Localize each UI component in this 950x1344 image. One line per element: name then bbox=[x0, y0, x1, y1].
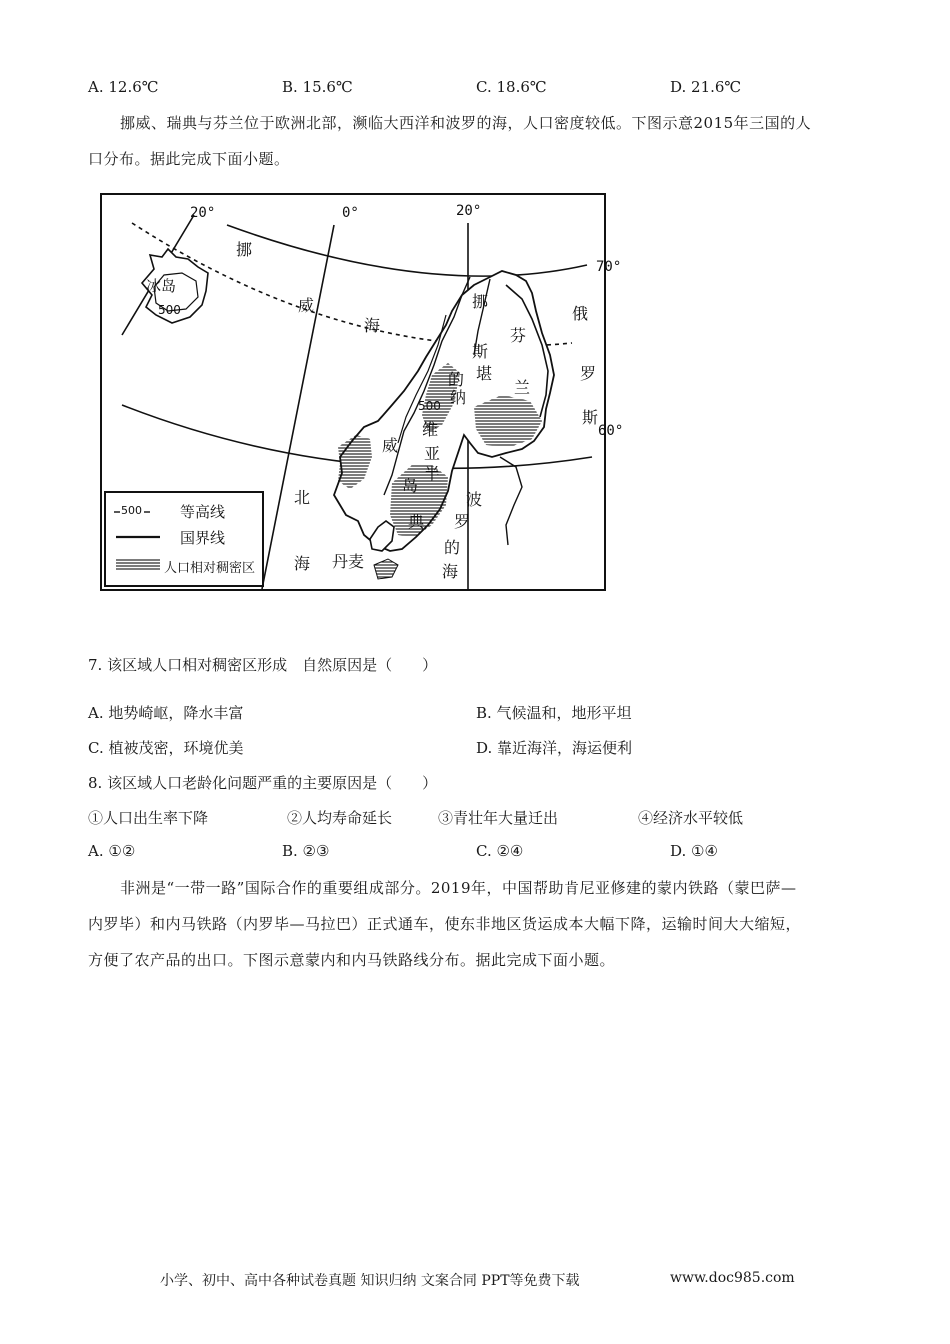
legend-border: 国界线 bbox=[180, 529, 226, 547]
q7-option-b: B. 气候温和，地形平坦 bbox=[476, 704, 632, 722]
q8-item-4: ④经济水平较低 bbox=[638, 809, 744, 827]
q8-option-d: D. ①④ bbox=[670, 842, 718, 860]
dense-area-denmark bbox=[374, 559, 398, 579]
label-baltic-2: 罗 bbox=[454, 512, 471, 531]
label-denmark: 丹麦 bbox=[332, 552, 365, 571]
q8-stem: 8. 该区域人口老龄化问题严重的主要原因是（ ） bbox=[88, 774, 438, 792]
q8-item-1: ①人口出生率下降 bbox=[88, 809, 209, 827]
footer-url[interactable]: www.doc985.com bbox=[670, 1270, 795, 1286]
label-peninsula-1: 维 bbox=[422, 420, 439, 439]
label-sweden: 典 bbox=[408, 512, 425, 531]
q8-option-c: C. ②④ bbox=[476, 842, 524, 860]
label-russia-2: 罗 bbox=[580, 364, 597, 383]
legend-contour: 等高线 bbox=[180, 503, 226, 521]
q8-option-a: A. ①② bbox=[88, 842, 136, 860]
q6-option-b: B. 15.6℃ bbox=[282, 78, 353, 96]
footer-text: 小学、初中、高中各种试卷真题 知识归纳 文案合同 PPT等免费下载 bbox=[160, 1273, 580, 1289]
label-scandinavia-4: 纳 bbox=[450, 388, 467, 407]
intro2-line1: 非洲是“一带一路”国际合作的重要组成部分。2019年，中国帮助肯尼亚修建的蒙内铁路（蒙巴萨— bbox=[120, 879, 797, 897]
label-norwegian-sea-3: 海 bbox=[364, 316, 381, 335]
label-scandinavia-1: 斯 bbox=[472, 342, 489, 361]
label-norway-north: 挪 bbox=[472, 292, 489, 311]
q8-option-b: B. ②③ bbox=[282, 842, 330, 860]
lat-label-60: 60° bbox=[598, 423, 624, 439]
label-russia-3: 斯 bbox=[582, 408, 599, 427]
q6-option-c: C. 18.6℃ bbox=[476, 78, 547, 96]
intro2-line3: 方便了农产品的出口。下图示意蒙内和内马铁路线分布。据此完成下面小题。 bbox=[88, 951, 616, 969]
label-peninsula-4: 岛 bbox=[402, 476, 419, 495]
label-iceland-contour: 500 bbox=[158, 303, 181, 317]
label-baltic-3: 的 bbox=[444, 538, 461, 557]
q7-stem: 7. 该区域人口相对稠密区形成 自然原因是（ ） bbox=[88, 656, 438, 674]
parallel-70 bbox=[227, 225, 587, 276]
lon-label-20e: 20° bbox=[456, 203, 482, 219]
label-norway-south: 威 bbox=[382, 436, 399, 455]
legend-contour-sample: 500 bbox=[121, 504, 142, 517]
meridian-0 bbox=[262, 225, 334, 589]
label-finland-2: 兰 bbox=[514, 378, 531, 397]
label-north-sea-2: 海 bbox=[294, 554, 311, 573]
intro2-line2: 内罗毕）和内马铁路（内罗毕—马拉巴）正式通车，使东非地区货运成本大幅下降，运输时间大大缩短， bbox=[88, 915, 802, 933]
lon-label-0: 0° bbox=[342, 205, 359, 221]
map-legend bbox=[104, 491, 264, 587]
label-contour-500: 500 bbox=[418, 399, 441, 413]
label-peninsula-2: 亚 bbox=[424, 444, 441, 463]
q8-item-2: ②人均寿命延长 bbox=[287, 809, 393, 827]
intro1-line1: 挪威、瑞典与芬兰位于欧洲北部，濒临大西洋和波罗的海，人口密度较低。下图示意2015年三国的人 bbox=[120, 114, 812, 132]
label-baltic-4: 海 bbox=[442, 562, 459, 581]
q7-option-d: D. 靠近海洋，海运便利 bbox=[476, 739, 633, 757]
label-scandinavia-3: 的 bbox=[448, 370, 465, 389]
intro1-line2: 口分布。据此完成下面小题。 bbox=[88, 150, 290, 168]
label-scandinavia-2: 堪 bbox=[476, 364, 493, 383]
scandinavia-population-map bbox=[100, 193, 624, 591]
baltic-east-coast bbox=[500, 457, 522, 545]
legend-dense: 人口相对稠密区 bbox=[164, 561, 256, 576]
lat-label-70: 70° bbox=[596, 259, 622, 275]
q7-option-c: C. 植被茂密，环境优美 bbox=[88, 739, 244, 757]
q7-option-a: A. 地势崎岖，降水丰富 bbox=[88, 704, 244, 722]
label-russia-1: 俄 bbox=[572, 304, 589, 323]
q6-option-a: A. 12.6℃ bbox=[88, 78, 159, 96]
label-norwegian-sea-1: 挪 bbox=[236, 240, 253, 259]
label-iceland: 冰岛 bbox=[146, 277, 177, 295]
q8-item-3: ③青壮年大量迁出 bbox=[438, 809, 559, 827]
label-finland-1: 芬 bbox=[510, 326, 527, 345]
label-north-sea-1: 北 bbox=[294, 488, 311, 507]
lon-label-20w: 20° bbox=[190, 205, 216, 221]
q6-option-d: D. 21.6℃ bbox=[670, 78, 742, 96]
label-norwegian-sea-2: 威 bbox=[298, 296, 315, 315]
label-peninsula-3: 半 bbox=[424, 464, 441, 483]
label-baltic-1: 波 bbox=[466, 490, 483, 509]
